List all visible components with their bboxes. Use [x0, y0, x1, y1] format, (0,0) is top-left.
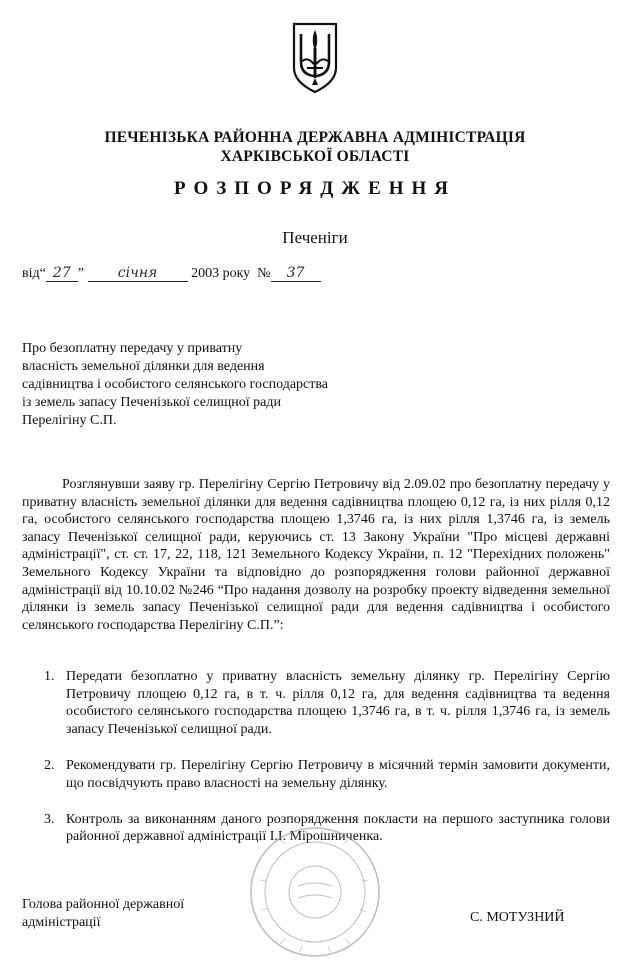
document-type-title: РОЗПОРЯДЖЕННЯ [173, 178, 457, 199]
date-quote-close: ” [77, 266, 85, 281]
document-number-handwritten: 37 [271, 265, 321, 282]
signatory-position [22, 896, 184, 932]
organization-name-line2: ХАРКІВСЬКОЇ ОБЛАСТІ [220, 148, 410, 165]
signatory-position-line2: адміністрації [22, 915, 101, 930]
subject-line: Про безоплатну передачу у приватну [22, 341, 243, 356]
order-text: Контроль за виконанням даного розпорядження покласти на першого заступника голови районної державної адміністрації І.І. Мірошниченка. [66, 811, 610, 845]
order-text: Передати безоплатно у приватну власність земельну ділянку гр. Перелігіну Сергію Петровичу площею 0,12 га, в т. ч. рілля 0,12 га, для ведення садівництва та ведення особистого селянського господарства площею 1,3746 га, в т. ч. рілля 1,3746 га, із земель запасу Печенізької селищної ради. [66, 669, 610, 737]
date-number-line [22, 265, 622, 282]
date-quote-open: “ [39, 266, 46, 281]
subject-heading [22, 340, 382, 430]
date-day-handwritten: 27 [46, 265, 78, 282]
date-from-label: від [22, 266, 40, 281]
order-item [22, 668, 610, 738]
subject-line: власність земельної ділянки для ведення [22, 359, 265, 374]
official-stamp-seal [240, 820, 390, 960]
body-paragraph: Розглянувши заяву гр. Перелігіну Сергію Петровичу від 2.09.02 про безоплатну передачу у приватну власність земельної ділянки для ведення садівництва площею 0,12 га, із них рілля 0,12 га, особистого селянського господарства площею 1,3746 га, із них рілля 1,3746 га, із земель запасу Печенізької селищної ради, керуючись ст. 13 Закону України "Про місцеві державні адміністрації", ст. ст. 17, 22, 118, 121 Земельного Кодексу України, п. 12 "Перехідних положень" Земельного Кодексу України та відповідно до розпорядження голови районної державної адміністрації від 10.10.02 №246 “Про надання дозволу на розробку проекту відведення земельної ділянки із земель запасу Печенізької селищної ради для ведення садівництва і особистого селянського господарства Перелігіну С.П.”: [22, 477, 610, 633]
date-year-text: 2003 року [191, 266, 251, 281]
order-number: 2. [44, 758, 55, 774]
date-month-handwritten: січня [88, 265, 188, 282]
subject-line: із земель запасу Печенізької селищної ради [22, 395, 281, 410]
number-sign: № [257, 266, 271, 281]
order-text: Рекомендувати гр. Перелігіну Сергію Петровичу в місячний термін замовити документи, що посвідчують право власності на земельну ділянку. [66, 758, 610, 791]
subject-line: садівництва і особистого селянського господарства [22, 377, 329, 392]
coat-of-arms-emblem [290, 22, 340, 94]
issue-place: Печеніги [282, 228, 348, 247]
order-number: 1. [44, 669, 55, 684]
order-number: 3. [44, 811, 55, 827]
organization-name-line1: ПЕЧЕНІЗЬКА РАЙОННА ДЕРЖАВНА АДМІНІСТРАЦІЯ [104, 129, 526, 146]
signatory-name: С. МОТУЗНИЙ [470, 910, 565, 925]
subject-line: Перелігіну С.П. [22, 413, 117, 428]
signatory-position-line1: Голова районної державної [22, 897, 185, 912]
order-item [22, 757, 610, 792]
